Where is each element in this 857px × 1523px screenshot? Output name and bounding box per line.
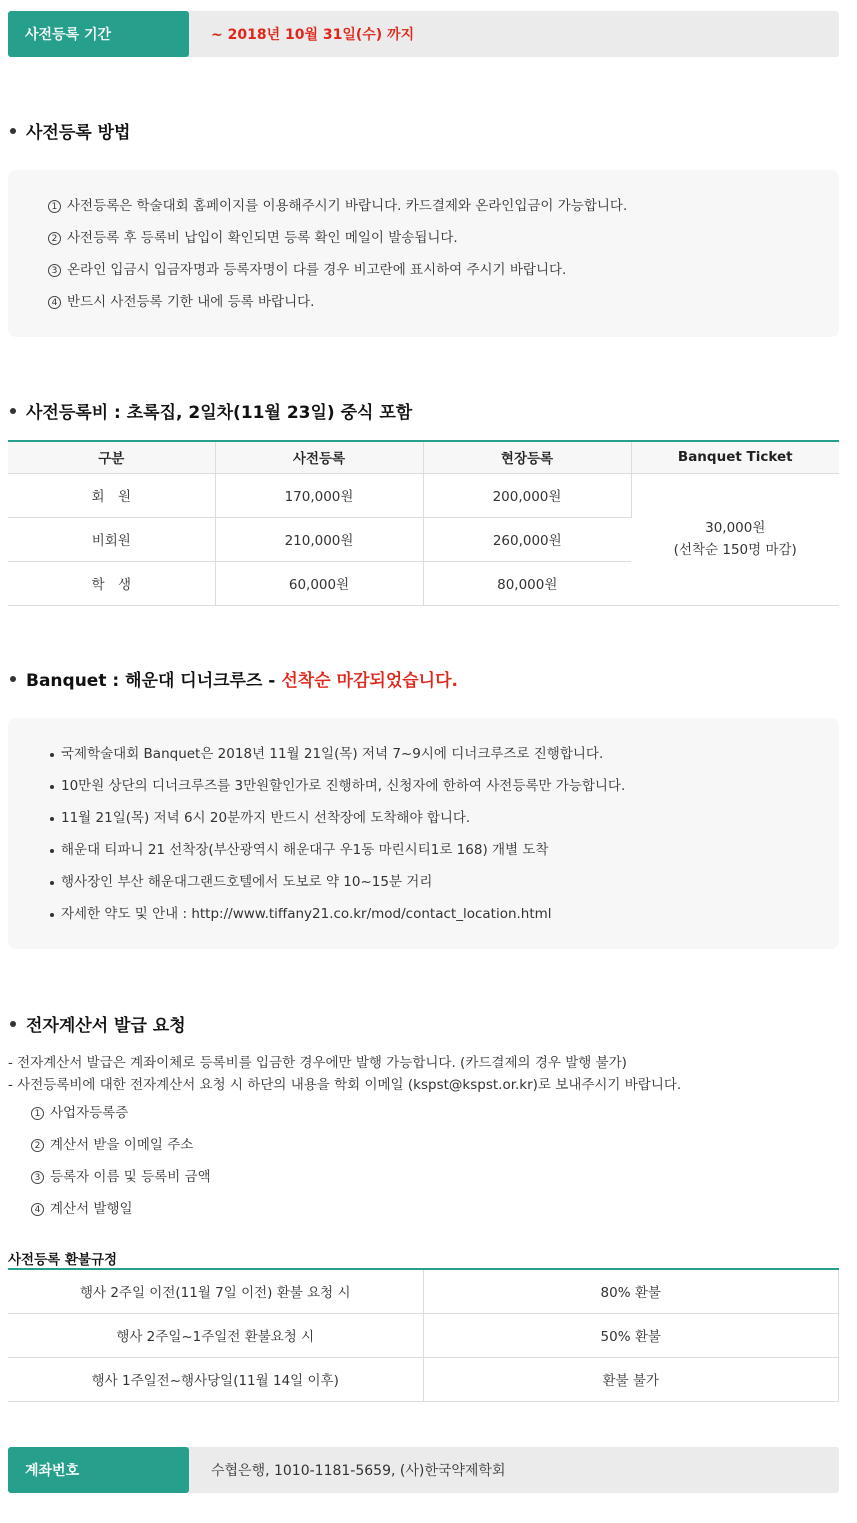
refund-title: 사전등록 환불규정 (8, 1252, 118, 1268)
method-title: 사전등록 방법 (26, 123, 131, 143)
list-item: 해운대 티파니 21 선착장(부산광역시 해운대구 우1동 마린시티1로 168) 개별 도착 (50, 840, 839, 872)
bullet-dot-icon (10, 1021, 16, 1027)
bullet-icon (50, 849, 54, 853)
list-item: 1 사전등록은 학술대회 홈페이지를 이용해주시기 바랍니다. 카드결제와 온라인입금이 가능합니다. (48, 196, 839, 228)
fee-table (8, 440, 839, 606)
list-item: 2 사전등록 후 등록비 납입이 확인되면 등록 확인 메일이 발송됩니다. (48, 228, 839, 260)
bullet-icon (50, 913, 54, 917)
list-item: 4 반드시 사전등록 기한 내에 등록 바랍니다. (48, 292, 839, 324)
table-row: 회 원 170,000원 200,000원 30,000원 (선착순 150명 마감) (8, 473, 839, 517)
registration-period-bar (8, 11, 839, 57)
circled-number-icon: 2 (31, 1139, 44, 1152)
circled-number-icon: 4 (48, 296, 61, 309)
registration-period-label: 사전등록 기간 (8, 11, 189, 57)
banquet-map-link[interactable]: 자세한 약도 및 안내 : http://www.tiffany21.co.kr/mod/contact_location.html (61, 906, 552, 922)
invoice-heading (10, 1011, 186, 1036)
invoice-items (31, 1103, 211, 1231)
invoice-note-line: - 전자계산서 발급은 계좌이체로 등록비를 입금한 경우에만 발행 가능합니다. (카드결제의 경우 발행 불가) (8, 1055, 627, 1071)
table-row: 행사 2주일 이전(11월 7일 이전) 환불 요청 시 80% 환불 (8, 1269, 839, 1313)
bullet-dot-icon (10, 128, 16, 134)
banquet-closed-notice: 선착순 마감되었습니다. (281, 671, 458, 691)
banquet-title: Banquet : 해운대 디너크루즈 - (26, 671, 276, 691)
registration-period-value: ~ 2018년 10월 31일(수) 까지 (211, 27, 415, 43)
method-heading (10, 118, 130, 143)
circled-number-icon: 3 (48, 264, 61, 277)
circled-number-icon: 1 (31, 1107, 44, 1120)
bullet-dot-icon (10, 408, 16, 414)
list-item: 4 계산서 발행일 (31, 1199, 211, 1231)
circled-number-icon: 3 (31, 1171, 44, 1184)
circled-number-icon: 1 (48, 200, 61, 213)
circled-number-icon: 2 (48, 232, 61, 245)
table-row: 학 생 60,000원 80,000원 (8, 561, 839, 605)
list-item: 1 사업자등록증 (31, 1103, 211, 1135)
fee-title: 사전등록비 : 초록집, 2일차(11월 23일) 중식 포함 (26, 403, 413, 423)
bullet-icon (50, 881, 54, 885)
list-item: 국제학술대회 Banquet은 2018년 11월 21일(목) 저녁 7~9시에 디너크루즈로 진행합니다. (50, 744, 839, 776)
invoice-title: 전자계산서 발급 요청 (26, 1016, 186, 1036)
banquet-box (8, 718, 839, 949)
banquet-heading (10, 666, 458, 691)
bullet-dot-icon (10, 676, 16, 682)
table-row: 행사 2주일~1주일전 환불요청 시 50% 환불 (8, 1313, 839, 1357)
list-item: 11월 21일(목) 저녁 6시 20분까지 반드시 선착장에 도착해야 합니다. (50, 808, 839, 840)
list-item: 행사장인 부산 해운대그랜드호텔에서 도보로 약 10~15분 거리 (50, 872, 839, 904)
table-row: 행사 1주일전~행사당일(11월 14일 이후) 환불 불가 (8, 1357, 839, 1401)
table-header-row: 구분 사전등록 현장등록 Banquet Ticket (8, 441, 839, 473)
circled-number-icon: 4 (31, 1203, 44, 1216)
invoice-note-line: - 사전등록비에 대한 전자계산서 요청 시 하단의 내용을 학회 이메일 (kspst@kspst.or.kr)로 보내주시기 바랍니다. (8, 1077, 682, 1093)
fee-heading (10, 398, 412, 423)
bullet-icon (50, 753, 54, 757)
list-item: 2 계산서 받을 이메일 주소 (31, 1135, 211, 1167)
account-value: 수협은행, 1010-1181-5659, (사)한국약제학회 (211, 1463, 506, 1479)
list-item: 3 온라인 입금시 입금자명과 등록자명이 다를 경우 비고란에 표시하여 주시기 바랍니다. (48, 260, 839, 292)
account-label: 계좌번호 (8, 1447, 189, 1493)
bullet-icon (50, 785, 54, 789)
refund-table (8, 1268, 839, 1402)
invoice-notes (8, 1052, 681, 1096)
method-box (8, 170, 839, 337)
list-item (50, 904, 839, 936)
list-item: 10만원 상단의 디너크루즈를 3만원할인가로 진행하며, 신청자에 한하여 사전등록만 가능합니다. (50, 776, 839, 808)
list-item: 3 등록자 이름 및 등록비 금액 (31, 1167, 211, 1199)
banquet-ticket-cell: 30,000원 (선착순 150명 마감) (631, 473, 839, 605)
bullet-icon (50, 817, 54, 821)
table-row: 비회원 210,000원 260,000원 (8, 517, 839, 561)
account-bar (8, 1447, 839, 1493)
